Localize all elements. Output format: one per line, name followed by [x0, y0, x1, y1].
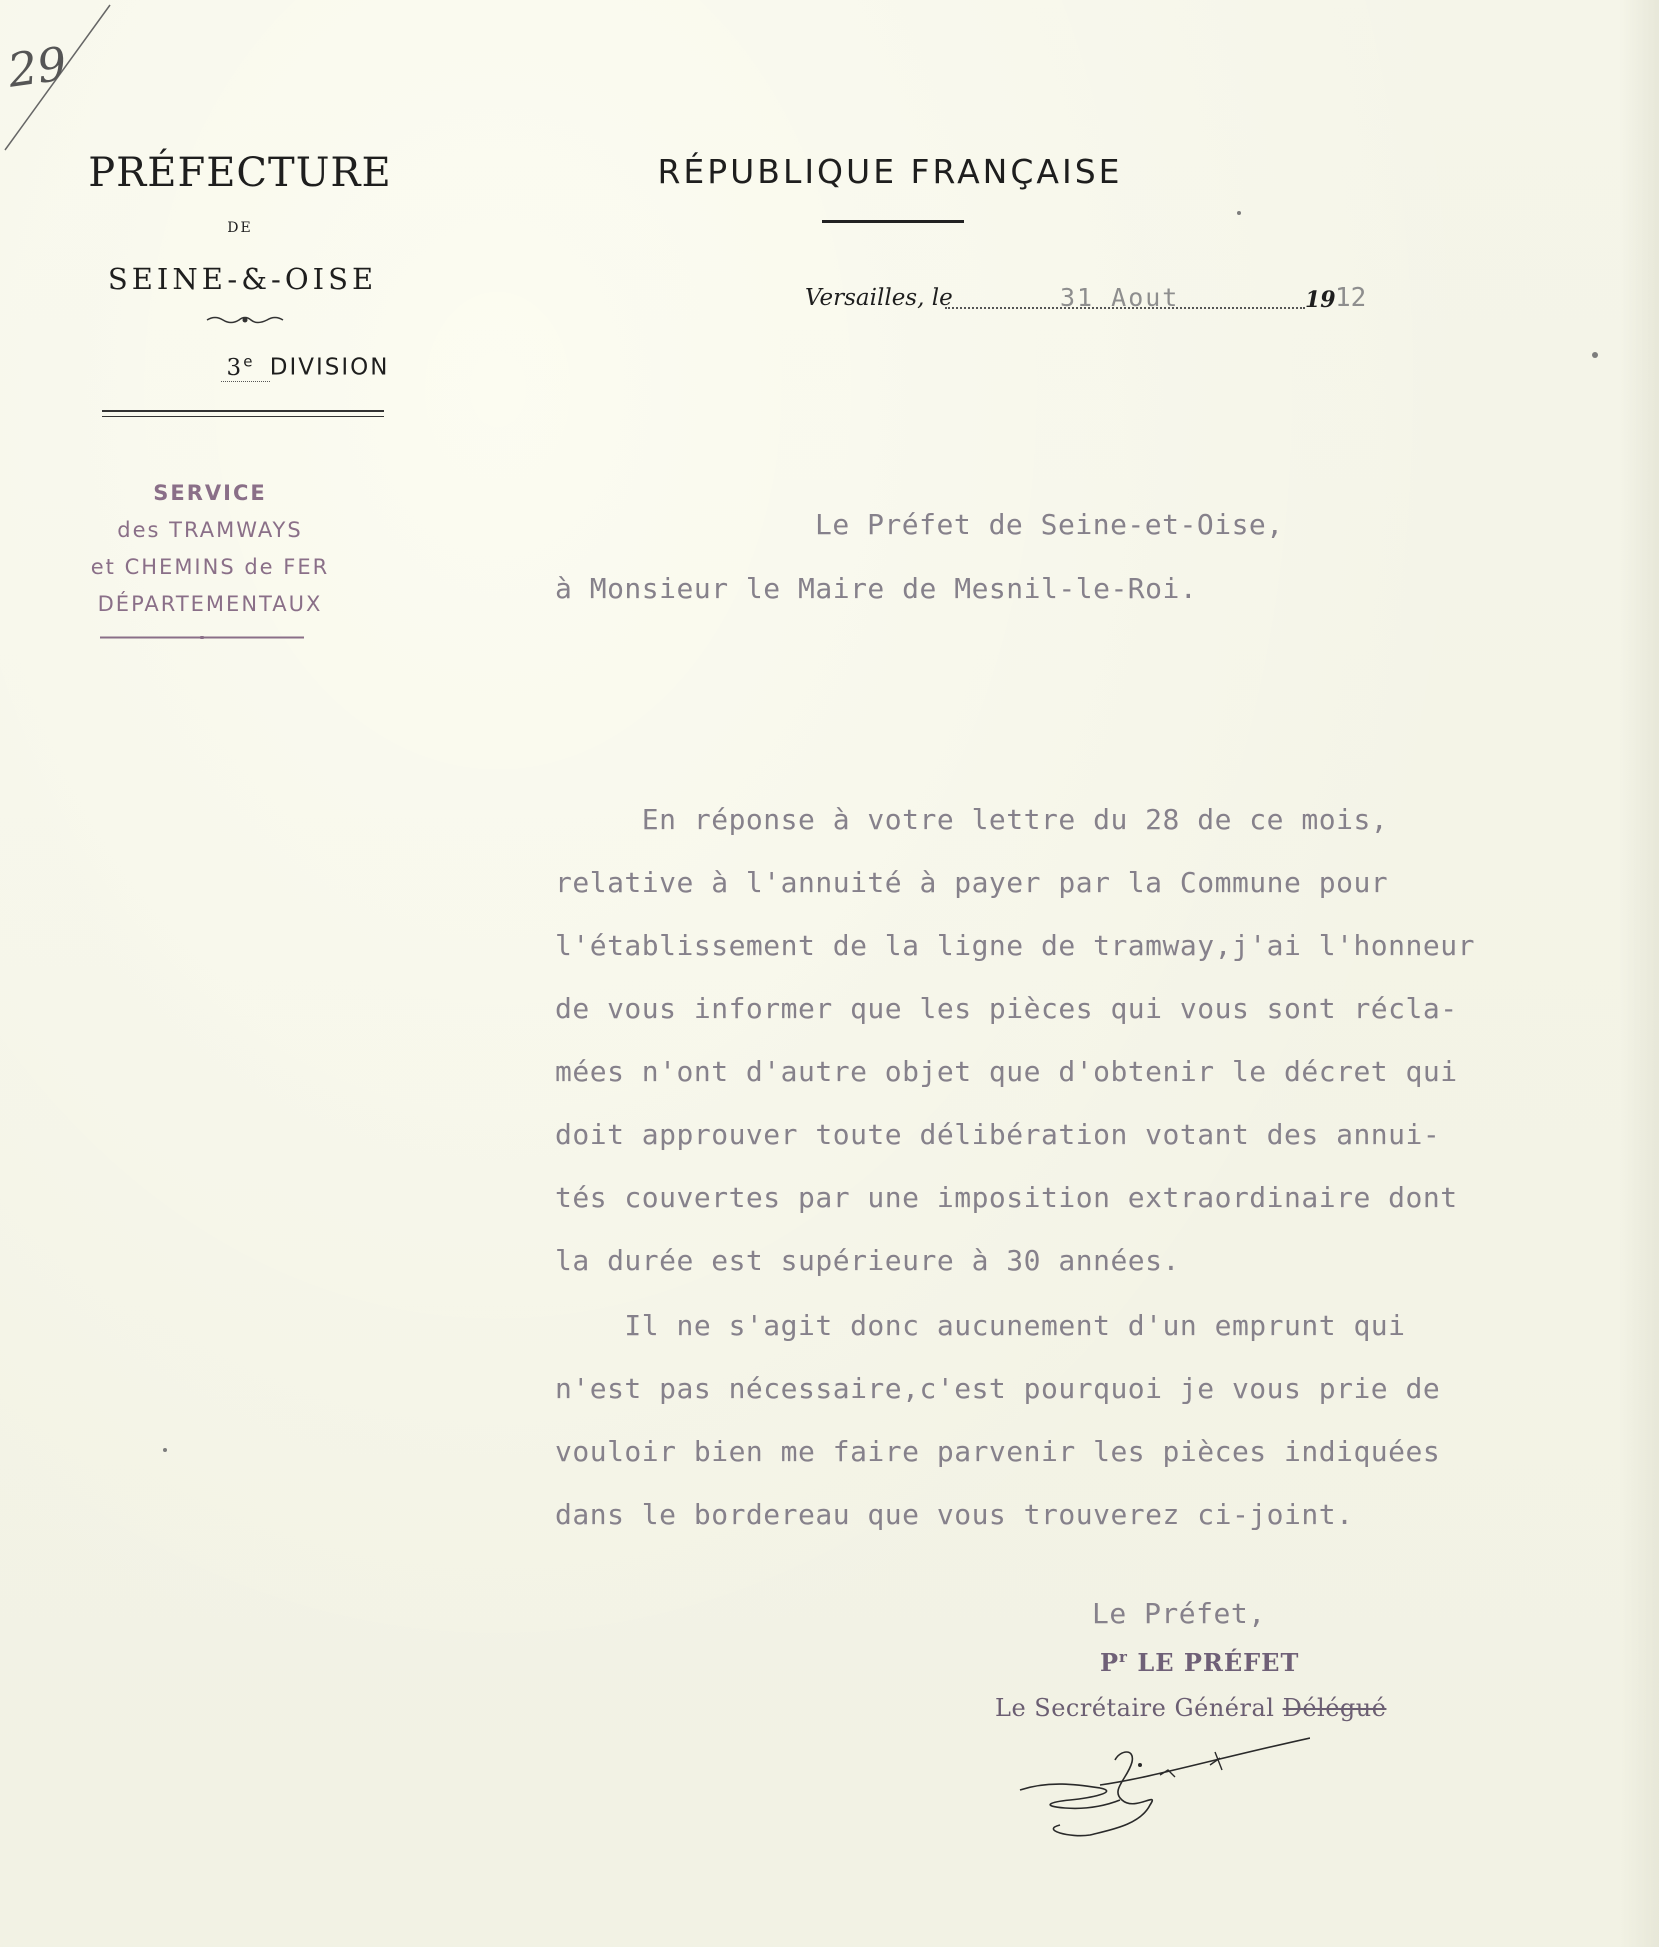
letterhead-rule-top: [102, 410, 384, 412]
prefecture-title: PRÉFECTURE: [88, 150, 392, 196]
secretary-line: [995, 1694, 1386, 1722]
prefecture-de: DE: [227, 220, 253, 236]
division-sup: e: [243, 352, 255, 370]
body-line: n'est pas nécessaire,c'est pourquoi je vous prie de: [555, 1372, 1441, 1405]
date-city: Versailles, le: [805, 285, 953, 311]
stamp-underline: [100, 636, 304, 639]
division-label: [140, 352, 470, 381]
body-line: tés couvertes par une imposition extraordinaire dont: [555, 1181, 1458, 1214]
recipient-line: à Monsieur le Maire de Mesnil-le-Roi.: [555, 572, 1198, 605]
division-text: DIVISION: [269, 354, 390, 381]
paper-speck: [1592, 352, 1598, 358]
republique-rule: [822, 220, 964, 223]
letterhead-rule-bottom: [102, 416, 384, 417]
signature-stamp-title: [1100, 1648, 1299, 1677]
stamp-title: LE PRÉFET: [1137, 1648, 1300, 1677]
division-number: 3: [226, 354, 244, 381]
page-edge-shadow: [1619, 0, 1659, 1947]
stamp-line-2: des TRAMWAYS: [117, 518, 303, 542]
stamp-prefix-sup: r: [1119, 1648, 1128, 1666]
body-line: l'établissement de la ligne de tramway,j'ai l'honneur: [555, 929, 1475, 962]
paper-speck: [163, 1448, 167, 1452]
republique-header: RÉPUBLIQUE FRANÇAISE: [657, 152, 1123, 191]
stamp-line-1: SERVICE: [153, 481, 267, 505]
service-stamp: [30, 475, 390, 623]
date-year-suffix: 12: [1335, 283, 1367, 313]
body-line: la durée est supérieure à 30 années.: [555, 1244, 1180, 1277]
secretary-struck: Délégué: [1282, 1694, 1387, 1722]
body-line: dans le bordereau que vous trouverez ci-joint.: [555, 1498, 1354, 1531]
body-line: vouloir bien me faire parvenir les pièces indiquées: [555, 1435, 1441, 1468]
body-line: de vous informer que les pièces qui vous sont récla-: [555, 992, 1458, 1025]
department-name: SEINE-&-OISE: [107, 262, 378, 296]
body-line: doit approuver toute délibération votant des annui-: [555, 1118, 1441, 1151]
body-line: mées n'ont d'autre objet que d'obtenir le décret qui: [555, 1055, 1458, 1088]
stamp-prefix: P: [1100, 1648, 1120, 1677]
ornament-divider: [205, 313, 285, 327]
body-line: En réponse à votre lettre du 28 de ce mois,: [555, 803, 1389, 836]
body-line: Il ne s'agit donc aucunement d'un emprunt qui: [555, 1309, 1406, 1342]
signature-typed: Le Préfet,: [1092, 1597, 1266, 1630]
stamp-line-3: et CHEMINS de FER: [90, 555, 330, 579]
secretary-main: Le Secrétaire Général: [995, 1694, 1283, 1722]
paper-speck: [1237, 211, 1241, 215]
body-line: relative à l'annuité à payer par la Commune pour: [555, 866, 1389, 899]
date-day-month: 31 Aout: [1060, 283, 1180, 312]
handwritten-signature: [1010, 1730, 1310, 1840]
folio-number: 29: [4, 36, 71, 98]
date-year-prefix: 19: [1305, 287, 1336, 313]
sender-line: Le Préfet de Seine-et-Oise,: [815, 508, 1284, 541]
stamp-line-4: DÉPARTEMENTAUX: [97, 592, 323, 616]
dateline: [805, 285, 1405, 325]
